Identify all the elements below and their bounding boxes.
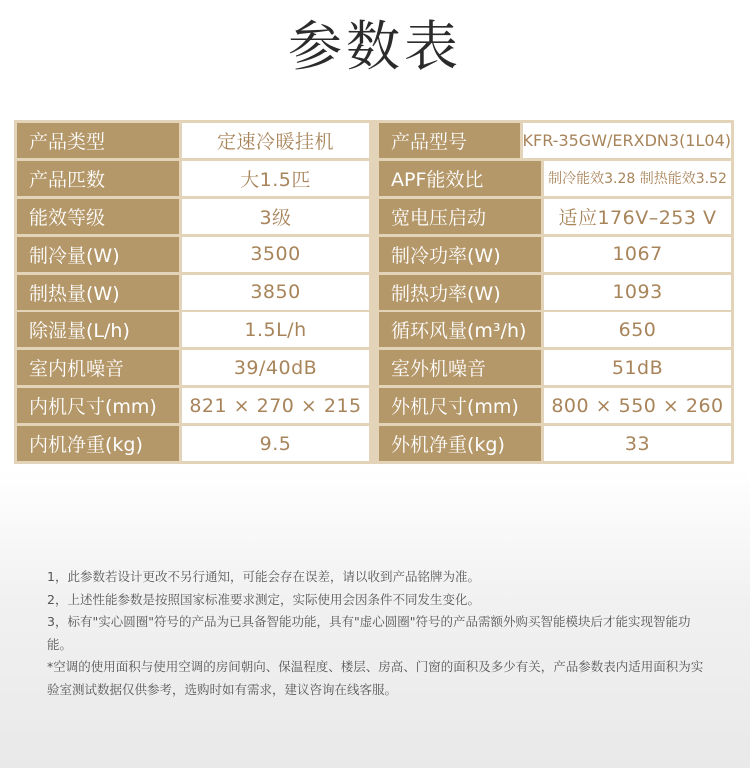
spec-label: 内机尺寸(mm) — [17, 388, 179, 423]
spec-value: 3850 — [182, 275, 369, 310]
spec-panel-right — [376, 120, 734, 464]
spec-row — [379, 388, 731, 423]
spec-row — [17, 350, 369, 385]
spec-row — [17, 312, 369, 347]
spec-label: 制冷量(W) — [17, 237, 179, 272]
spec-value: 9.5 — [182, 426, 369, 461]
spec-row — [379, 161, 731, 196]
spec-row — [17, 123, 369, 158]
spec-row — [17, 161, 369, 196]
page-title: 参数表 — [288, 15, 462, 78]
spec-row — [379, 199, 731, 234]
note-item: 2，上述性能参数是按照国家标准要求测定，实际使用会因条件不同发生变化。 — [47, 591, 480, 607]
spec-label: 外机净重(kg) — [379, 426, 541, 461]
spec-row — [379, 275, 731, 310]
spec-label: 制冷功率(W) — [379, 237, 541, 272]
spec-row — [379, 350, 731, 385]
spec-row — [379, 237, 731, 272]
spec-value: 51dB — [544, 350, 731, 385]
spec-value: 1067 — [544, 237, 731, 272]
spec-value: 39/40dB — [182, 350, 369, 385]
spec-label: 制热量(W) — [17, 275, 179, 310]
spec-label: 宽电压启动 — [379, 199, 541, 234]
spec-row — [17, 237, 369, 272]
spec-value: KFR-35GW/ERXDN3(1L04) — [523, 123, 732, 158]
spec-label: 外机尺寸(mm) — [379, 388, 541, 423]
spec-value: 大1.5匹 — [182, 161, 369, 196]
spec-label: 制热功率(W) — [379, 275, 541, 310]
spec-row — [17, 275, 369, 310]
notes-section — [47, 566, 707, 701]
spec-label: APF能效比 — [379, 161, 541, 196]
spec-row — [17, 388, 369, 423]
note-item: *空调的使用面积与使用空调的房间朝向、保温程度、楼层、房高、门窗的面积及多少有关，产品参数表内适用面积为实验室测试数据仅供参考，选购时如有需求，建议咨询在线客服。 — [47, 659, 704, 697]
spec-value: 制冷能效3.28 制热能效3.52 — [544, 161, 731, 196]
spec-label: 室内机噪音 — [17, 350, 179, 385]
note-item: 3，标有"实心圆圈"符号的产品为已具备智能功能，具有"虚心圆圈"符号的产品需额外购买智能模块后才能实现智能功能。 — [47, 614, 691, 652]
spec-label: 除湿量(L/h) — [17, 312, 179, 347]
spec-value: 33 — [544, 426, 731, 461]
spec-value: 3500 — [182, 237, 369, 272]
spec-value: 1.5L/h — [182, 312, 369, 347]
note-item: 1，此参数若设计更改不另行通知，可能会存在误差，请以收到产品铭牌为准。 — [47, 569, 480, 584]
spec-row — [17, 199, 369, 234]
spec-value: 定速冷暖挂机 — [182, 123, 369, 158]
spec-value: 1093 — [544, 275, 731, 310]
spec-label: 产品型号 — [379, 123, 520, 158]
spec-label: 产品类型 — [17, 123, 179, 158]
spec-value: 821 × 270 × 215 — [182, 388, 369, 423]
spec-row — [379, 312, 731, 347]
spec-label: 产品匹数 — [17, 161, 179, 196]
spec-table — [14, 120, 734, 464]
spec-row — [379, 426, 731, 461]
spec-value: 650 — [544, 312, 731, 347]
spec-label: 循环风量(m³/h) — [379, 312, 541, 347]
spec-value: 3级 — [182, 199, 369, 234]
spec-row — [17, 426, 369, 461]
spec-label: 能效等级 — [17, 199, 179, 234]
spec-label: 内机净重(kg) — [17, 426, 179, 461]
spec-value: 适应176V–253 V — [544, 199, 731, 234]
spec-value: 800 × 550 × 260 — [544, 388, 731, 423]
spec-row — [379, 123, 731, 158]
spec-panel-left — [14, 120, 372, 464]
spec-label: 室外机噪音 — [379, 350, 541, 385]
